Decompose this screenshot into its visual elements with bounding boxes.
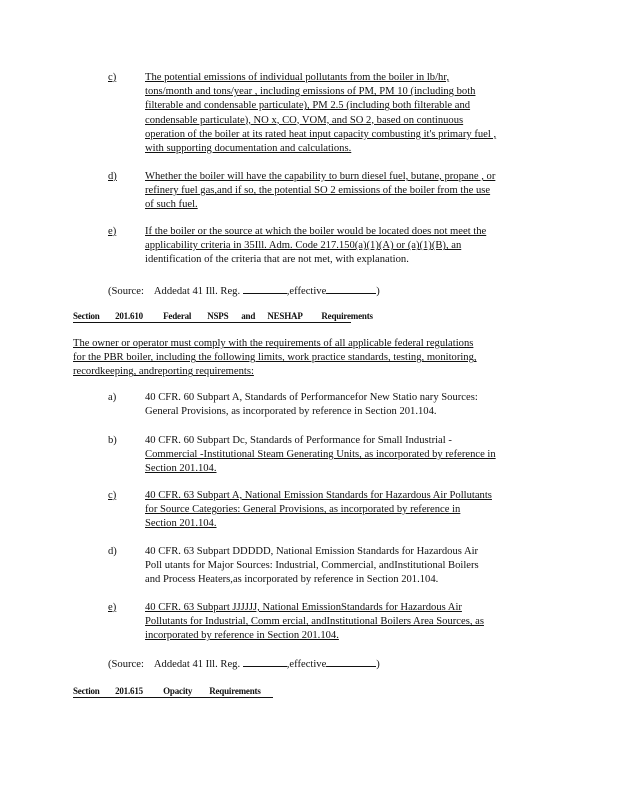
section-heading-201-615: Section 201.615 Opacity Requirements (73, 686, 273, 698)
source-note-1: (Source: Addedat 41 Ill. Reg. ,effective ) (108, 283, 380, 297)
list-item-text (145, 601, 540, 644)
source-text: Addedat 41 Ill. Reg. (153, 659, 241, 670)
source-effective: ,effective (286, 659, 327, 670)
list-item-line: If the boiler or the source at which the boiler would be located does not meet the (145, 226, 487, 237)
intro-paragraph (73, 337, 535, 380)
list-item-label: e) (108, 602, 117, 613)
list-item-line: tons/month and tons/year , including emissions of PM, PM 10 (including both (145, 86, 476, 98)
list-item-text (145, 545, 540, 588)
list-item-line: General Provisions, as incorporated by reference in Section 201.104. (145, 406, 437, 418)
list-item-text (145, 391, 540, 419)
effective-blank (326, 283, 376, 294)
list-item-line: and Process Heaters,as incorporated by reference in Section 201.104. (145, 574, 439, 586)
list-item-text (145, 225, 540, 268)
paragraph-line: for the PBR boiler, including the following limits, work practice standards, testing, monitoring, (73, 352, 477, 364)
list-item-label: c) (108, 72, 117, 83)
list-item-line: Whether the boiler will have the capability to burn diesel fuel, butane, propane , or (145, 171, 496, 182)
list-item-line: identification of the criteria that are not met, with explanation. (145, 254, 409, 266)
list-item-line: condensable particulate), NO x, CO, VOM, and SO 2, based on continuous (145, 114, 464, 126)
reg-blank (243, 656, 287, 667)
list-item-line: 40 CFR. 63 Subpart A, National Emission Standards for Hazardous Air Pollutants (145, 490, 492, 501)
list-item-label: d) (108, 171, 117, 182)
list-item-text (145, 489, 540, 532)
list-item-line: 40 CFR. 60 Subpart Dc, Standards of Performance for Small Industrial - (145, 435, 452, 446)
paragraph-line: recordkeeping, andreporting requirements: (73, 366, 254, 378)
source-effective: ,effective (286, 286, 327, 297)
list-item-line: Poll utants for Major Sources: Industrial, Commercial, andInstitutional Boilers (145, 560, 479, 572)
list-item-line: Pollutants for Industrial, Comm ercial, andInstitutional Boilers Area Sources, as (145, 616, 484, 628)
list-item-label: c) (108, 490, 117, 501)
source-prefix: (Source: (108, 659, 144, 670)
source-prefix: (Source: (108, 286, 144, 297)
list-item-line: Section 201.104. (145, 518, 217, 530)
list-item-line: Commercial -Institutional Steam Generating Units, as incorporated by reference in (145, 449, 496, 461)
list-item-label: b) (108, 435, 117, 446)
list-item-line: filterable and condensable particulate), PM 2.5 (including both filterable and (145, 100, 471, 112)
list-item-line: The potential emissions of individual pollutants from the boiler in lb/hr, (145, 72, 450, 83)
list-item-label: e) (108, 226, 117, 237)
list-item-line: for Source Categories: General Provisions, as incorporated by reference in (145, 504, 461, 516)
list-item-line: with supporting documentation and calculations. (145, 143, 352, 155)
list-item-line: of such fuel. (145, 199, 198, 211)
list-item-line: refinery fuel gas,and if so, the potential SO 2 emissions of the boiler from the use (145, 185, 491, 197)
source-note-2: (Source: Addedat 41 Ill. Reg. ,effective ) (108, 656, 380, 670)
list-item-line: applicability criteria in 35Ill. Adm. Code 217.150(a)(1)(A) or (a)(1)(B), an (145, 240, 462, 252)
list-item-label: a) (108, 392, 117, 403)
list-item-line: Section 201.104. (145, 463, 217, 475)
list-item-text (145, 170, 540, 213)
effective-blank (326, 656, 376, 667)
list-item-label: d) (108, 546, 117, 557)
list-item-text (145, 434, 540, 477)
section-heading-201-610: Section 201.610 Federal NSPS and NESHAP Requirements (73, 311, 373, 321)
list-item-line: 40 CFR. 63 Subpart JJJJJJ, National EmissionStandards for Hazardous Air (145, 602, 462, 613)
list-item-line: operation of the boiler at its rated heat input capacity combusting it's primary fuel , (145, 128, 497, 140)
paragraph-line: The owner or operator must comply with the requirements of all applicable federal regulations (73, 338, 474, 349)
reg-blank (243, 283, 287, 294)
list-item-line: incorporated by reference in Section 201.104. (145, 630, 339, 642)
list-item-text (145, 71, 540, 156)
list-item-line: 40 CFR. 60 Subpart A, Standards of Performancefor New Statio nary Sources: (145, 392, 478, 403)
source-text: Addedat 41 Ill. Reg. (153, 286, 241, 297)
list-item-line: 40 CFR. 63 Subpart DDDDD, National Emission Standards for Hazardous Air (145, 546, 479, 557)
